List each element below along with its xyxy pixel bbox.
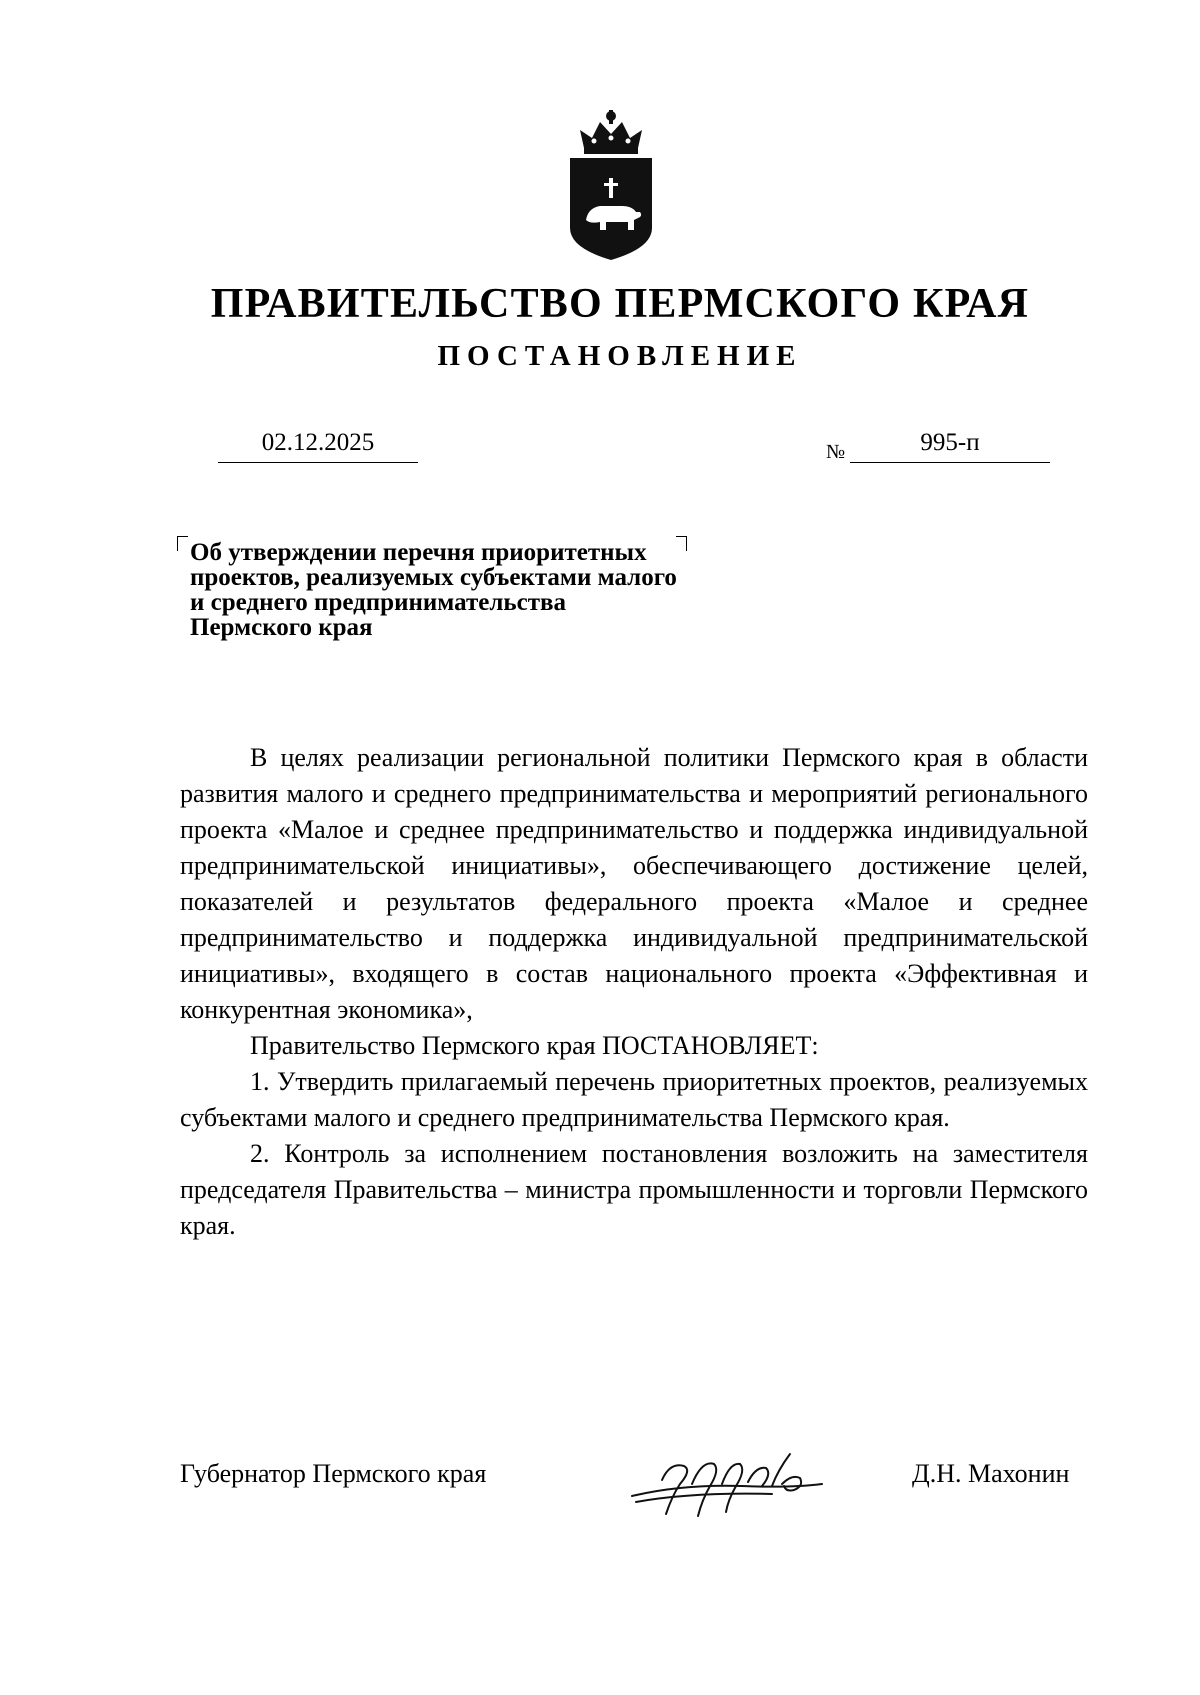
document-type: ПОСТАНОВЛЕНИЕ	[437, 340, 803, 372]
document-subject	[190, 540, 750, 640]
subject-line: Пермского края	[190, 614, 373, 641]
signer-name: Д.Н. Махонин	[912, 1459, 1070, 1488]
document-number: 995-п	[850, 428, 1050, 463]
item-1-paragraph: 1. Утвердить прилагаемый перечень приоритетных проектов, реализуемых субъектами малого и среднего предпринимательства Пермского края.	[180, 1067, 1088, 1132]
subject-line: и среднего предпринимательства	[190, 589, 567, 616]
handwritten-signature-icon	[622, 1440, 832, 1520]
government-title: ПРАВИТЕЛЬСТВО ПЕРМСКОГО КРАЯ	[210, 281, 1030, 327]
resolves-paragraph: Правительство Пермского края ПОСТАНОВЛЯЕТ:	[250, 1031, 819, 1060]
document-date: 02.12.2025	[218, 428, 418, 463]
subject-line: проектов, реализуемых субъектами малого	[190, 564, 677, 591]
number-sign: №	[826, 441, 846, 463]
item-2-paragraph: 2. Контроль за исполнением постановления возложить на заместителя председателя Правительства – министра промышленности и торговли Пермского края.	[180, 1139, 1088, 1240]
document-body	[180, 740, 1088, 1244]
perm-krai-coat-of-arms-icon	[566, 108, 656, 262]
subject-corner-left	[177, 536, 188, 551]
signer-position: Губернатор Пермского края	[180, 1459, 487, 1488]
preamble-paragraph: В целях реализации региональной политики Пермского края в области развития малого и среднего предпринимательства и мероприятий регионального проекта «Малое и среднее предпринимательство и поддержка индивидуальной предпринимательской инициативы», обеспечивающего достижение целей, показателей и результатов федерального проекта «Малое и среднее предпринимательство и поддержка индивидуальной предпринимательской инициативы», входящего в состав национального проекта «Эффективная и конкурентная экономика»,	[180, 743, 1088, 1024]
subject-line: Об утверждении перечня приоритетных	[190, 539, 647, 566]
